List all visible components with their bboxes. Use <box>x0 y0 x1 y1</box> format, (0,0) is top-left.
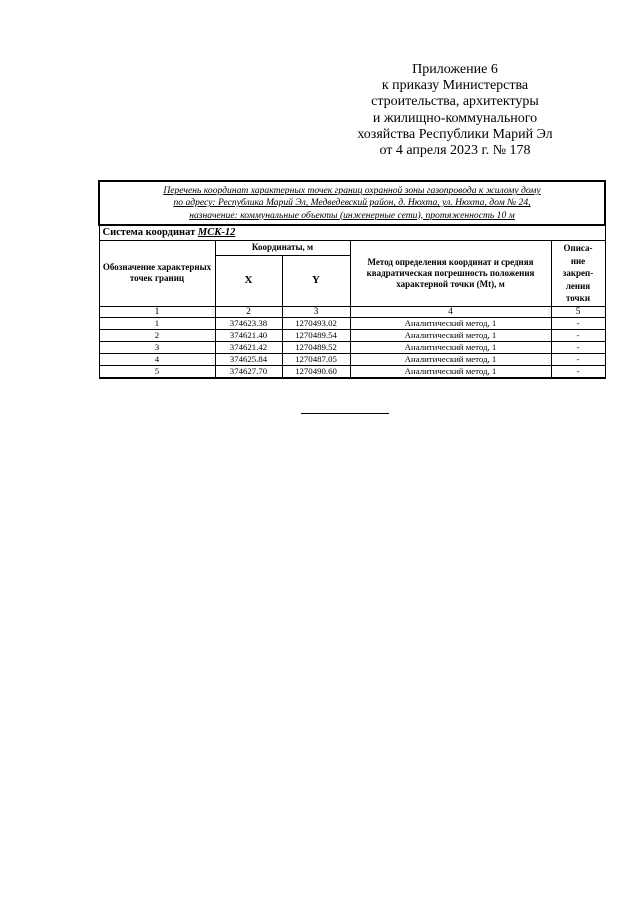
appendix-line: строительства, архитектуры <box>371 94 539 110</box>
cell-y: 1270493.02 <box>282 317 350 329</box>
appendix-line: Приложение 6 <box>412 62 498 77</box>
header-method: Метод определения координат и средняя квадратическая погрешность положения характерной точки (Mt), м <box>350 240 551 306</box>
cell-method: Аналитический метод, 1 <box>350 317 551 329</box>
coordinate-system-row <box>99 225 605 241</box>
end-divider-line <box>301 413 389 414</box>
cell-x: 374621.40 <box>215 329 282 341</box>
cell-method: Аналитический метод, 1 <box>350 353 551 365</box>
table-title-line: назначение: коммунальные объекты (инженерные сети), протяженность 10 м <box>189 209 515 221</box>
cell-description: - <box>551 353 605 365</box>
cell-x: 374623.38 <box>215 317 282 329</box>
cell-point: 5 <box>99 365 215 378</box>
cell-description: - <box>551 341 605 353</box>
appendix-line: и жилищно-коммунального <box>372 110 538 126</box>
table-title-line: по адресу: Республика Марий Эл, Медведевский район, д. Нюхта, ул. Нюхта, дом № 24, <box>173 197 531 209</box>
column-number: 4 <box>350 306 551 317</box>
cell-description: - <box>551 329 605 341</box>
coordinates-table-container <box>98 180 604 379</box>
appendix-line: хозяйства Республики Марий Эл <box>357 126 553 142</box>
cell-description: - <box>551 317 605 329</box>
header-description-line: Описа- <box>563 243 593 254</box>
header-description-line: точки <box>565 293 591 304</box>
cell-description: - <box>551 365 605 378</box>
table-row <box>99 317 605 329</box>
cell-x: 374621.42 <box>215 341 282 353</box>
table-row <box>99 341 605 353</box>
cell-y: 1270490.60 <box>282 365 350 378</box>
table-row <box>99 353 605 365</box>
header-description-line: ления <box>565 280 591 291</box>
table-row <box>99 329 605 341</box>
header-point: Обозначение характерных точек границ <box>99 240 215 306</box>
table-row <box>99 365 605 378</box>
header-description <box>551 240 605 306</box>
header-coords: Координаты, м <box>215 240 350 255</box>
cell-point: 1 <box>99 317 215 329</box>
cell-y: 1270489.54 <box>282 329 350 341</box>
column-number: 3 <box>282 306 350 317</box>
appendix-line: от 4 апреля 2023 г. № 178 <box>379 143 531 159</box>
header-x: X <box>215 255 282 306</box>
header-y: Y <box>282 255 350 306</box>
cell-x: 374627.70 <box>215 365 282 378</box>
coordinates-table <box>98 180 606 379</box>
cell-method: Аналитический метод, 1 <box>350 329 551 341</box>
column-number: 1 <box>99 306 215 317</box>
cell-method: Аналитический метод, 1 <box>350 341 551 353</box>
header-description-line: ние <box>570 255 586 266</box>
cell-point: 3 <box>99 341 215 353</box>
cell-y: 1270487.05 <box>282 353 350 365</box>
appendix-line: к приказу Министерства <box>381 78 529 94</box>
column-number: 2 <box>215 306 282 317</box>
cell-point: 4 <box>99 353 215 365</box>
coordinate-system-value: МСК-12 <box>197 227 236 239</box>
column-numbers-row <box>99 306 605 317</box>
cell-method: Аналитический метод, 1 <box>350 365 551 378</box>
cell-y: 1270489.52 <box>282 341 350 353</box>
column-number: 5 <box>551 306 605 317</box>
cell-x: 374625.84 <box>215 353 282 365</box>
cell-point: 2 <box>99 329 215 341</box>
table-title <box>99 181 605 225</box>
table-title-line: Перечень координат характерных точек границ охранной зоны газопровода к жилому дому <box>163 185 541 196</box>
coordinate-system-label: Система координат <box>102 227 196 239</box>
header-description-line: закреп- <box>562 268 594 279</box>
appendix-header <box>340 62 570 159</box>
